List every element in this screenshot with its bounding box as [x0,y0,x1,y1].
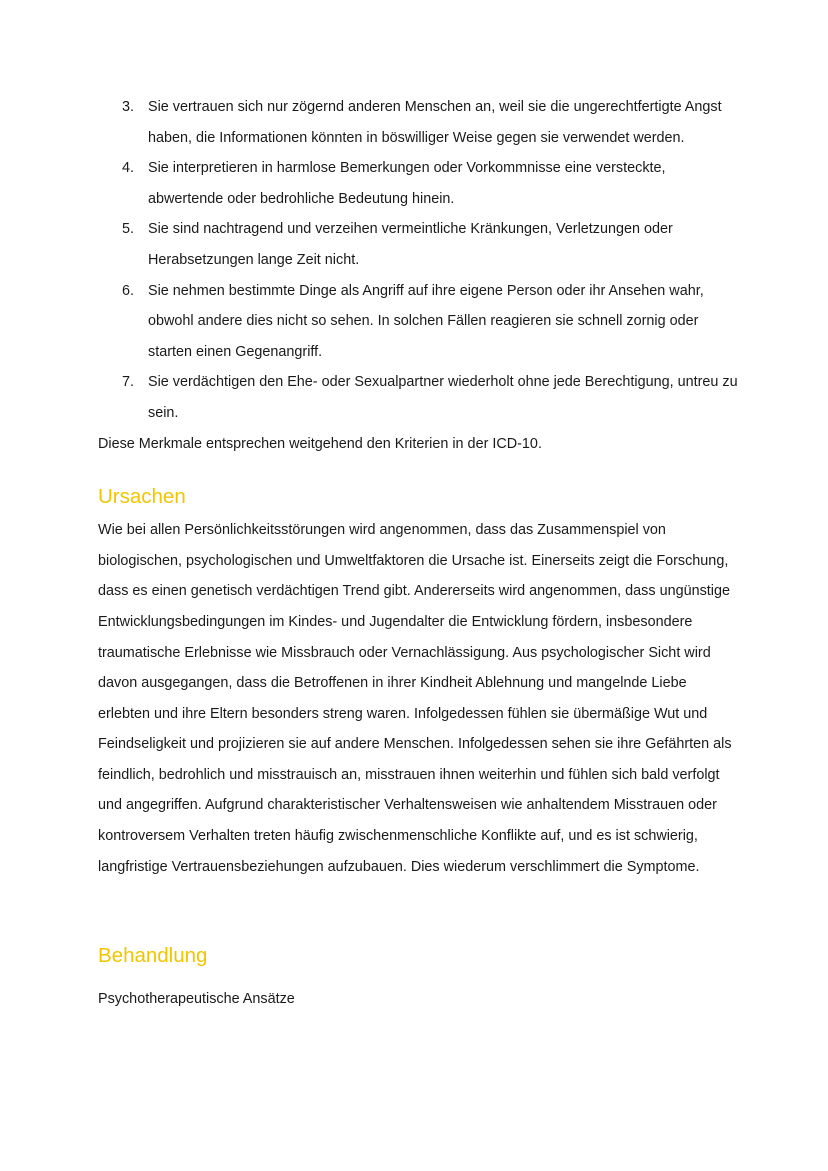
criteria-list [98,92,738,429]
treatment-subheading: Psychotherapeutische Ansätze [98,991,295,1008]
list-item-number: 3. [122,99,135,115]
list-item [98,153,738,214]
list-item-text: Sie vertrauen sich nur zögernd anderen Menschen an, weil sie die ungerechtfertigte Angst haben, die Informationen könnten in böswilliger Weise gegen sie verwendet werden. [148,99,722,146]
list-item-number: 6. [122,282,135,299]
list-item-text: Sie interpretieren in harmlose Bemerkungen oder Vorkommnisse eine versteckte, abwertende oder bedrohliche Bedeutung hinein. [148,160,666,207]
list-item-text: Sie sind nachtragend und verzeihen vermeintliche Kränkungen, Verletzungen oder Herabsetzungen lange Zeit nicht. [148,221,673,268]
list-item-text: Sie nehmen bestimmte Dinge als Angriff auf ihre eigene Person oder ihr Ansehen wahr, obwohl andere dies nicht so sehen. In solchen Fällen reagieren sie schnell zornig oder starten einen Gegenangriff. [148,282,704,360]
causes-heading: Ursachen [98,485,186,509]
list-item-number: 7. [122,374,135,391]
document-page [98,92,738,1015]
list-item-number: 4. [122,160,135,177]
list-item-number: 5. [122,221,135,238]
list-item [98,214,738,275]
list-item [98,92,738,153]
list-item [98,276,738,368]
list-item-text: Sie verdächtigen den Ehe- oder Sexualpartner wiederholt ohne jede Berechtigung, untreu zu sein. [148,374,738,421]
summary-paragraph: Diese Merkmale entsprechen weitgehend den Kriterien in der ICD-10. [98,435,542,452]
treatment-heading: Behandlung [98,944,208,968]
list-item [98,367,738,428]
causes-paragraph: Wie bei allen Persönlichkeitsstörungen wird angenommen, dass das Zusammenspiel von biologischen, psychologischen und Umweltfaktoren die Ursache ist. Einerseits zeigt die Forschung, dass es einen genetisch verdächtigen Trend gibt. Andererseits wird angenommen, dass ungünstige Entwicklungsbedingungen im Kindes- und Jugendalter die Entwicklung fördern, insbesondere traumatische Erlebnisse wie Missbrauch oder Vernachlässigung. Aus psychologischer Sicht wird davon ausgegangen, dass die Betroffenen in ihrer Kindheit Ablehnung und mangelnde Liebe erlebten und ihre Eltern besonders streng waren. Infolgedessen fühlen sie übermäßige Wut und Feindseligkeit und projizieren sie auf andere Menschen. Infolgedessen sehen sie ihre Gefährten als feindlich, bedrohlich und misstrauisch an, misstrauen ihnen weiterhin und fühlen sich bald verfolgt und angegriffen. Aufgrund charakteristischer Verhaltensweisen wie anhaltendem Misstrauen oder kontroversem Verhalten treten häufig zwischenmenschliche Konflikte auf, und es ist schwierig, langfristige Vertrauensbeziehungen aufzubauen. Dies wiederum verschlimmert die Symptome. [98,522,732,875]
